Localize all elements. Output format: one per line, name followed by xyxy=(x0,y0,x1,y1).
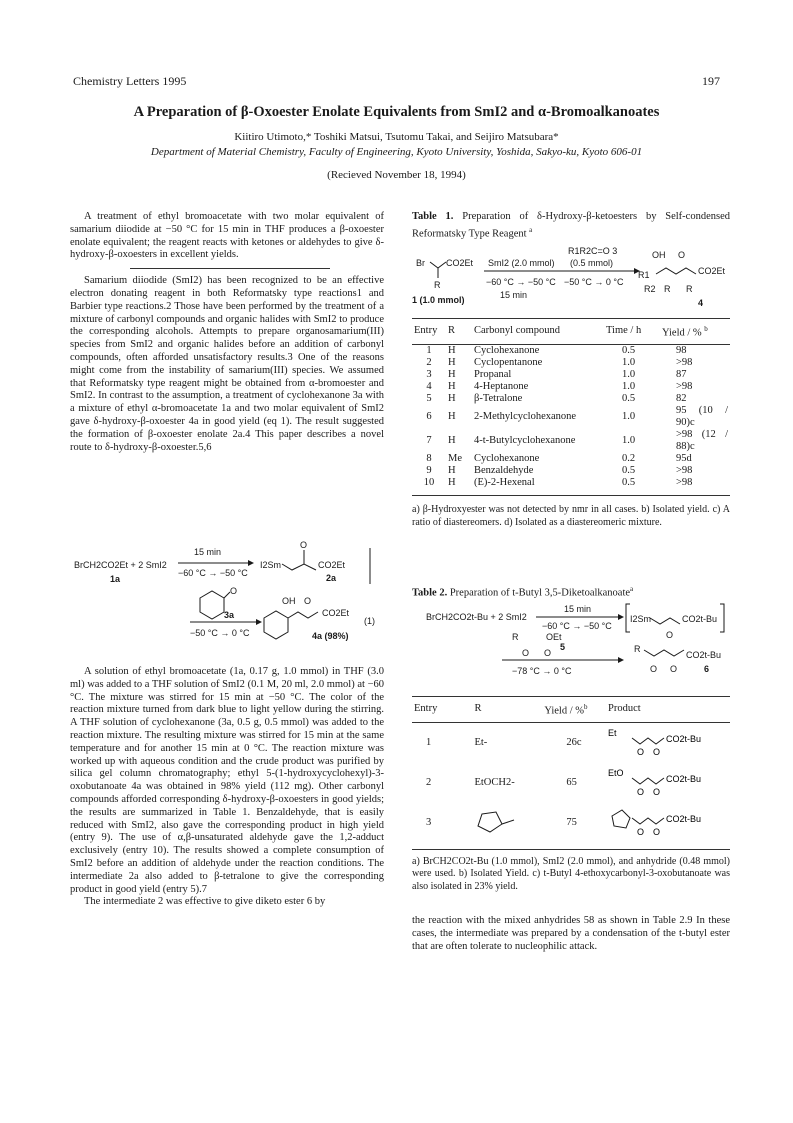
page-number: 197 xyxy=(702,74,720,88)
table-cell: 0.5 xyxy=(622,345,636,357)
table-2-scheme xyxy=(412,600,730,692)
t2-time: 15 min xyxy=(564,604,592,614)
table-1 xyxy=(412,319,730,489)
table-cell: 1.0 xyxy=(622,435,636,447)
table-cell: H xyxy=(448,435,456,447)
t1-temp1: −60 °C → −50 °C xyxy=(486,277,556,287)
paper-title: A Preparation of β-Oxoester Enolate Equivalents from SmI2 and α-Bromoalkanoates xyxy=(133,104,660,120)
table-cell: 0.5 xyxy=(622,393,636,405)
t2-col-r: R xyxy=(464,697,542,723)
table-cell: 2-Methylcyclohexanone xyxy=(474,411,577,423)
table-row xyxy=(412,723,730,763)
body-paragraph-2: A solution of ethyl bromoacetate (1a, 0.17 g, 1.0 mmol) in THF (3.0 ml) was added to a THF solution of SmI2 (0.1 M, 20 ml, 2.0 mmol) at −60 °C. The mixture was stirred for 15 min at −50 °C. The color of the reaction mixture turned from dark blue to light yellow during the stirring. A THF solution of cyclohexanone (3a, 0.5 g, 0.5 mmol) was added to the reaction mixture. The resulting mixture was stirred for 15 min at the same temperature and for another 15 min at 0 °C. The reaction mixture was worked up with aqueous condition and the crude product was purified by silica gel column chromatography; ethyl 5-(1-hydroxycyclohexyl)-3-oxobutanoate 4a was obtained in 98% yield (112 mg). Other carbonyl compounds afforded corresponding δ-hydroxy-β-oxoesters in good yields; the results are summarized in Table 1. Benzaldehyde, that is easily reduced with SmI2, also gave the corresponding product in high yield (entry 9). The use of α,β-unsaturated aldehyde gave the 1,2-adduct exclusively (entry 10). The results showed a complete consumption of SmI2 before an addition of aldehyde under the reaction conditions. The intermediate 2a also added to β-tetralone to give the corresponding product in good yield (entry 5).7 xyxy=(70,666,384,895)
t2-prod-chain xyxy=(644,650,684,656)
product-structure xyxy=(608,764,728,798)
table-cell: Propanal xyxy=(474,369,512,381)
t2-anhydride-r: R xyxy=(512,632,519,642)
table-cell: 87 xyxy=(676,369,687,381)
product-ester: CO2t-Bu xyxy=(666,734,702,745)
product-o2: O xyxy=(653,786,661,797)
table-cell-r xyxy=(464,803,542,843)
t2-anhydride-label: 5 xyxy=(560,642,566,652)
t2-inter-ester: CO2t-Bu xyxy=(682,614,718,624)
table-cell: 0.2 xyxy=(622,453,636,465)
affiliation: Department of Material Chemistry, Faculty of Engineering, Kyoto University, Yoshida, Sakyo-ku, Kyoto 606-01 xyxy=(150,146,643,158)
t2-col-product: Product xyxy=(606,697,730,723)
t1-o: O xyxy=(678,250,686,260)
eq1-product-ester: CO2Et xyxy=(322,608,350,618)
table-row xyxy=(412,465,730,477)
table-row xyxy=(412,453,730,465)
table-cell: β-Tetralone xyxy=(474,393,523,405)
eq1-reactant: BrCH2CO2Et + 2 SmI2 xyxy=(74,560,167,570)
table-cell: Cyclohexanone xyxy=(474,345,540,357)
table-cell: 1.0 xyxy=(622,357,636,369)
eq1-number: (1) xyxy=(364,616,375,626)
table-cell: 9 xyxy=(426,465,432,477)
table-cell: 7 xyxy=(426,435,432,447)
table-1-scheme xyxy=(412,240,730,312)
table-cell: >98 xyxy=(676,381,693,393)
product-o1: O xyxy=(637,786,645,797)
t2-reactant: BrCH2CO2t-Bu + 2 SmI2 xyxy=(426,612,527,622)
t1-col-r: R xyxy=(446,319,472,345)
equation-1-scheme xyxy=(70,540,384,645)
table-row xyxy=(412,477,730,489)
eq1-product-ring xyxy=(264,611,288,639)
t2-anhydride-oet: OEt xyxy=(546,632,562,642)
table-row xyxy=(412,405,730,429)
table-row xyxy=(412,763,730,803)
eq1-ketone-label: 3a xyxy=(224,610,235,620)
product-o2: O xyxy=(653,826,661,837)
table-cell-entry: 1 xyxy=(426,737,432,749)
abstract: A treatment of ethyl bromoacetate with two molar equivalent of samarium diiodide at −50 °C for 15 min in THF produces a β-oxoester enolate equivalent; the reagent reacts with ketones or aldehydes to give δ-hydroxy-β-oxoesters in excellent yields. xyxy=(70,211,384,261)
t2-prod-o1: O xyxy=(650,664,658,674)
eq1-o: O xyxy=(300,540,308,550)
eq1-label-1a: 1a xyxy=(110,574,121,584)
table-cell: 82 xyxy=(676,393,687,405)
t2-inter-chain xyxy=(650,618,680,624)
table-row xyxy=(412,345,730,358)
product-o1: O xyxy=(637,747,645,758)
t2-intermediate: I2Sm xyxy=(630,614,652,624)
t1-start-label: 1 (1.0 mmol) xyxy=(412,295,465,305)
product-ester: CO2t-Bu xyxy=(666,773,702,784)
table-cell: >98 (12 / 88)c xyxy=(676,429,728,453)
table-cell: >98 xyxy=(676,465,693,477)
body-paragraph-4: the reaction with the mixed anhydrides 58 as shown in Table 2.9 In these cases, the intermediate was prepared by a condensation of the t-butyl ester that are often tolerate to nucleophilic attack. xyxy=(412,915,730,952)
table-2-bottom-rule xyxy=(412,849,730,850)
table-cell: 0.5 xyxy=(622,477,636,489)
t1-r: R xyxy=(434,280,441,290)
table-row xyxy=(412,369,730,381)
table-cell: 4-Heptanone xyxy=(474,381,529,393)
t2-col-yield: Yield / %$^b$ xyxy=(542,697,606,723)
product-prefix: Et xyxy=(608,728,617,739)
table-cell-yield: 75 xyxy=(566,816,577,828)
t1-start-chain xyxy=(430,262,446,268)
table-cell: 2 xyxy=(426,357,432,369)
table-cell: 1.0 xyxy=(622,369,636,381)
table-cell: 95 (10 / 90)c xyxy=(676,405,728,429)
table-cell-product xyxy=(606,803,730,843)
t2-arrowhead-2 xyxy=(618,657,624,663)
t2-arrowhead-1 xyxy=(618,614,624,620)
table-cell-r: Et- xyxy=(474,737,488,749)
table-cell: 0.5 xyxy=(622,465,636,477)
table-cell: 95d xyxy=(676,453,692,465)
table-1-footnote: a) β-Hydroxyester was not detected by nmr in all cases. b) Isolated yield. c) A ratio of diastereomers. d) Isolated as a diastereomeric mixture. xyxy=(412,504,730,528)
t2-anhydride-o1: O xyxy=(522,648,530,658)
t1-r2: R2 xyxy=(644,284,656,294)
author-list: Kiitiro Utimoto,* Toshiki Matsui, Tsutomu Takai, and Seijiro Matsubara* xyxy=(234,131,559,143)
table-row xyxy=(412,357,730,369)
product-structure xyxy=(608,804,728,838)
eq1-intermediate: I2Sm xyxy=(260,560,282,570)
t1-reagent: SmI2 (2.0 mmol) xyxy=(488,258,555,268)
t1-time: 15 min xyxy=(500,290,528,300)
table-row xyxy=(412,429,730,453)
product-o1: O xyxy=(637,826,645,837)
table-cell: 6 xyxy=(426,411,432,423)
product-o2: O xyxy=(653,747,661,758)
tetrahydrofuranyl-structure xyxy=(474,808,518,834)
table-cell: 4 xyxy=(426,381,432,393)
t2-anhydride-o2: O xyxy=(544,648,552,658)
table-cell-product xyxy=(606,763,730,803)
left-column-bottom xyxy=(70,666,384,909)
t1-prod-r2: R xyxy=(686,284,693,294)
eq1-product-o: O xyxy=(304,596,312,606)
eq1-label-2a: 2a xyxy=(326,573,337,583)
t1-prod-ester: CO2Et xyxy=(698,266,726,276)
product-structure xyxy=(608,724,728,758)
table-2-data-block xyxy=(412,696,730,954)
t1-product-chain xyxy=(656,268,696,274)
table-cell: 3 xyxy=(426,369,432,381)
table-2-caption: Table 2. Preparation of t-Butyl 3,5-Diketoalkanoate$^a$ xyxy=(412,585,634,599)
t2-prod-label: 6 xyxy=(704,664,710,674)
t1-br: Br xyxy=(416,258,425,268)
t1-r1: R1 xyxy=(638,270,650,280)
eq1-arrowhead-2 xyxy=(256,619,262,625)
t1-temp2: −50 °C → 0 °C xyxy=(564,277,624,287)
t1-col-entry: Entry xyxy=(412,319,446,345)
table-1-block xyxy=(412,211,730,241)
eq1-product-chain xyxy=(288,612,318,618)
eq1-ester: CO2Et xyxy=(318,560,346,570)
product-ester: CO2t-Bu xyxy=(666,813,702,824)
t1-prod-r1: R xyxy=(664,284,671,294)
table-1-caption: Table 1. Preparation of δ-Hydroxy-β-ketoesters by Self-condensed Reformatsky Type Reagent $^a$ xyxy=(412,211,730,239)
table-cell: H xyxy=(448,465,456,477)
eq1-ketone-o: O xyxy=(230,586,238,596)
table-cell: 98 xyxy=(676,345,687,357)
table-cell: H xyxy=(448,477,456,489)
table-2-caption-block xyxy=(412,583,730,600)
eq1-cyclohexanone-ring xyxy=(200,591,224,619)
table-cell-r: EtOCH2- xyxy=(474,776,515,788)
table-2-header-row xyxy=(412,697,730,723)
table-2 xyxy=(412,697,730,843)
table-cell: H xyxy=(448,393,456,405)
t2-prod-r: R xyxy=(634,644,641,654)
table-cell: 10 xyxy=(423,477,435,489)
table-cell: >98 xyxy=(676,357,693,369)
t1-co2et: CO2Et xyxy=(446,258,474,268)
eq1-arrowhead-1 xyxy=(248,560,254,566)
received-date: (Recieved November 18, 1994) xyxy=(327,169,466,181)
body-paragraph-1: Samarium diiodide (SmI2) has been recognized to be an effective electron donating reagent in both Reformatsky type reactions1 and Barbier type reactions.2 Those have been performed by the treatment of a mixture of carbonyl compounds and organic halides with SmI2 to produce the corresponding alcohols. Attempts to prepare organosamarium(III) species from SmI2 and organic halides before an addition of carbonyl compounds, often afforded unsatisfactory results.3 One of the reasons might come from the instability of samarium(III) species. We assumed that Reformatsky type reagent might be obtained from α-bromoester and SmI2. In contrast to the assumption, a treatment of cyclohexanone 3a with a mixture of ethyl α-bromoacetate 1a and two molar equivalent of SmI2 gave δ-hydroxy-β-oxoester 4a in good yield (eq 1). The result suggested the formation of β-oxoester enolate 2a.4 This paper describes a novel route to δ-hydroxy-β-oxoester.5,6 xyxy=(70,275,384,453)
t2-temp: −60 °C → −50 °C xyxy=(542,621,612,631)
table-cell: (E)-2-Hexenal xyxy=(474,477,535,489)
table-row xyxy=(412,381,730,393)
t1-col-time: Time / h xyxy=(604,319,660,345)
table-1-body xyxy=(412,345,730,490)
table-cell: >98 xyxy=(676,477,693,489)
eq1-temp2: −50 °C → 0 °C xyxy=(190,628,250,638)
t1-col-yield: Yield / % $^b$ xyxy=(660,319,730,345)
table-cell: 1.0 xyxy=(622,381,636,393)
table-cell: 1.0 xyxy=(622,411,636,423)
table-cell-entry: 3 xyxy=(426,816,432,828)
table-cell: Benzaldehyde xyxy=(474,465,534,477)
journal-name: Chemistry Letters 1995 xyxy=(73,74,187,88)
table-cell-entry: 2 xyxy=(426,776,432,788)
table-1-bottom-rule xyxy=(412,495,730,496)
table-cell-yield: 26c xyxy=(566,737,582,749)
eq1-time: 15 min xyxy=(194,547,222,557)
t1-carbonyl-amt: (0.5 mmol) xyxy=(570,258,614,268)
t1-col-carbonyl: Carbonyl compound xyxy=(472,319,604,345)
table-cell: H xyxy=(448,381,456,393)
eq1-chain xyxy=(282,564,316,570)
table-cell: H xyxy=(448,357,456,369)
table-cell: H xyxy=(448,345,456,357)
t1-oh: OH xyxy=(652,250,666,260)
eq1-temp: −60 °C → −50 °C xyxy=(178,568,248,578)
table-2-body xyxy=(412,723,730,843)
table-cell: H xyxy=(448,411,456,423)
table-row xyxy=(412,803,730,843)
product-prefix: EtO xyxy=(608,767,624,778)
t1-carbonyl: R1R2C=O 3 xyxy=(568,246,618,256)
table-1-header-row xyxy=(412,319,730,345)
table-cell: Cyclohexanone xyxy=(474,453,540,465)
table-cell: Me xyxy=(448,453,462,465)
t2-prod-ester: CO2t-Bu xyxy=(686,650,722,660)
t2-bracket-right xyxy=(720,604,724,632)
t1-prod-label: 4 xyxy=(698,298,704,308)
table-cell: 4-t-Butylcyclohexanone xyxy=(474,435,576,447)
eq1-product-label: 4a (98%) xyxy=(312,631,349,641)
t2-temp2: −78 °C → 0 °C xyxy=(512,666,572,676)
body-paragraph-3: The intermediate 2 was effective to give diketo ester 6 by xyxy=(84,896,326,908)
table-1-data-block xyxy=(412,318,730,529)
t2-inter-o: O xyxy=(666,630,674,640)
table-cell: 8 xyxy=(426,453,432,465)
table-cell: 1 xyxy=(426,345,432,357)
left-column-top xyxy=(70,211,384,454)
table-2-footnote: a) BrCH2CO2t-Bu (1.0 mmol), SmI2 (2.0 mmol), and anhydride (0.48 mmol) were used. b) Isolated Yield. c) t-Butyl 4-ethoxycarbonyl-3-oxobutanoate was also isolated in 23% yield. xyxy=(412,855,730,892)
table-cell: Cyclopentanone xyxy=(474,357,543,369)
table-cell-product xyxy=(606,723,730,763)
table-cell-yield: 65 xyxy=(566,776,577,788)
eq1-oh: OH xyxy=(282,596,296,606)
table-cell: H xyxy=(448,369,456,381)
table-row xyxy=(412,393,730,405)
t2-col-entry: Entry xyxy=(412,697,464,723)
table-cell: 5 xyxy=(426,393,432,405)
abstract-divider xyxy=(130,268,330,269)
t2-prod-o2: O xyxy=(670,664,678,674)
